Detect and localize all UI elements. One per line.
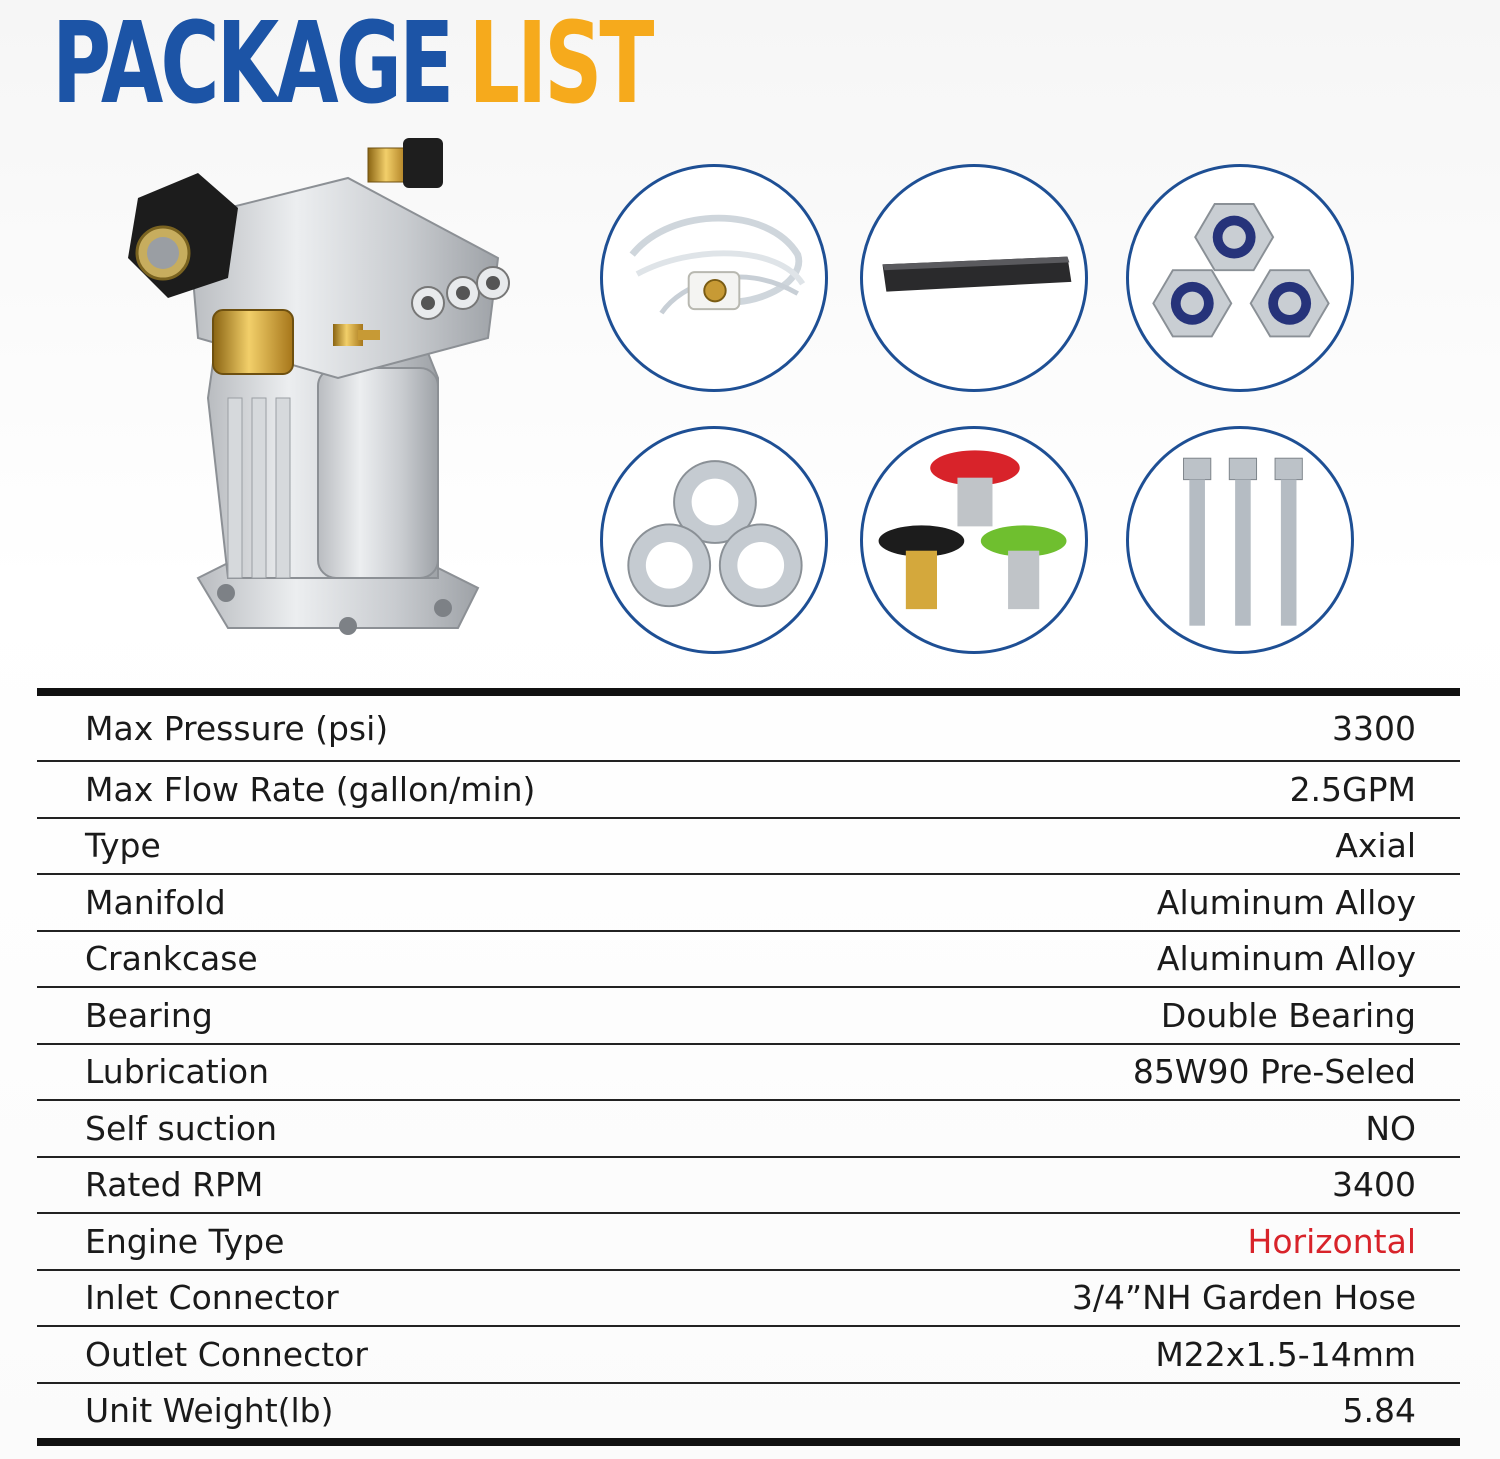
spec-label: Inlet Connector — [85, 1278, 339, 1318]
item-lock-nuts — [1126, 164, 1354, 392]
spec-value: M22x1.5-14mm — [1155, 1334, 1416, 1374]
spec-row-bearing — [37, 988, 1460, 1045]
item-washers — [600, 426, 828, 654]
spec-label: Manifold — [85, 882, 226, 922]
spec-value: 85W90 Pre-Seled — [1132, 1052, 1416, 1092]
item-shaft-key — [860, 164, 1088, 392]
spec-label: Max Pressure (psi) — [85, 708, 389, 748]
spec-value: NO — [1365, 1108, 1416, 1148]
spec-label: Unit Weight(lb) — [85, 1391, 334, 1431]
spec-row-crankcase — [37, 932, 1460, 989]
spec-value: 3/4”NH Garden Hose — [1071, 1278, 1416, 1318]
spec-value: Aluminum Alloy — [1156, 882, 1416, 922]
spec-label: Outlet Connector — [85, 1334, 368, 1374]
spec-label: Bearing — [85, 995, 213, 1035]
spec-value-highlight: Horizontal — [1247, 1221, 1416, 1261]
spec-label: Self suction — [85, 1108, 277, 1148]
spec-value: 3400 — [1332, 1165, 1416, 1205]
spec-label: Engine Type — [85, 1221, 285, 1261]
item-tube — [600, 164, 828, 392]
spec-value: 5.84 — [1342, 1391, 1416, 1431]
spec-row-engine-type — [37, 1214, 1460, 1271]
spec-row-inlet-connector — [37, 1271, 1460, 1328]
item-nozzles — [860, 426, 1088, 654]
spec-row-outlet-connector — [37, 1327, 1460, 1384]
spec-value: Axial — [1335, 826, 1416, 866]
spec-table — [37, 688, 1460, 1446]
title-word-list: LIST — [468, 0, 652, 129]
spec-row-lubrication — [37, 1045, 1460, 1102]
spec-value: 3300 — [1332, 708, 1416, 748]
spec-label: Crankcase — [85, 939, 258, 979]
spec-label: Type — [85, 826, 161, 866]
title-word-package: PACKAGE — [52, 0, 452, 129]
page-title — [52, 0, 652, 128]
spec-row-self-suction — [37, 1101, 1460, 1158]
spec-value: Double Bearing — [1160, 995, 1416, 1035]
pump-image — [118, 138, 518, 658]
spec-value: 2.5GPM — [1289, 769, 1416, 809]
spec-label: Rated RPM — [85, 1165, 264, 1205]
spec-row-manifold — [37, 875, 1460, 932]
spec-row-rated-rpm — [37, 1158, 1460, 1215]
item-bolts — [1126, 426, 1354, 654]
spec-label: Max Flow Rate (gallon/min) — [85, 769, 536, 809]
spec-label: Lubrication — [85, 1052, 269, 1092]
spec-row-max-pressure — [37, 696, 1460, 762]
spec-row-unit-weight — [37, 1384, 1460, 1439]
spec-row-max-flow-rate — [37, 762, 1460, 819]
spec-value: Aluminum Alloy — [1156, 939, 1416, 979]
spec-row-type — [37, 819, 1460, 876]
